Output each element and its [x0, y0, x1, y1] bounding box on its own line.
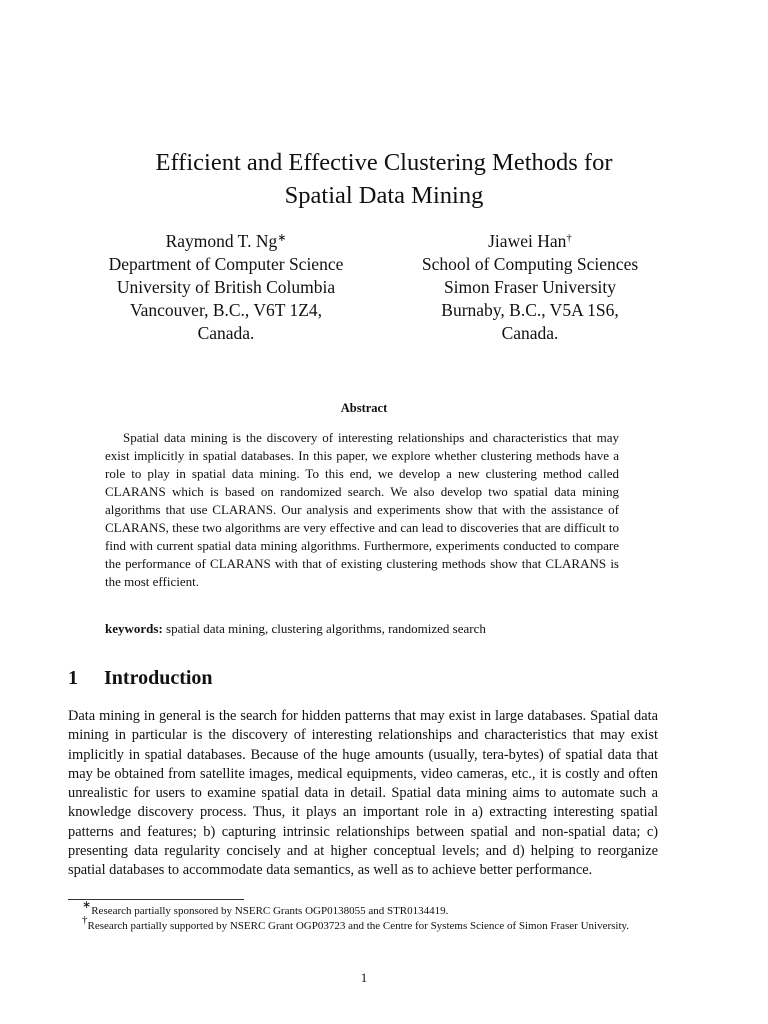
author-affiliation-line: University of British Columbia: [116, 277, 336, 297]
author-affiliation-line: Simon Fraser University: [443, 277, 617, 297]
author-affiliation-line: School of Computing Sciences: [421, 254, 639, 274]
footnote-2: [68, 914, 658, 934]
footnotes: [68, 899, 658, 934]
abstract-paragraph: Spatial data mining is the discovery of interesting relationships and characteristics that may exist implicitly in spatial databases. In this paper, we explore whether clustering methods have a role to play in spatial data mining. To this end, we develop a new clustering method called CLARANS which is based on randomized search. We also develop two spatial data mining algorithms that use CLARANS. Our analysis and experiments show that with the assistance of CLARANS, these two algorithms are very effective and can lead to discoveries that are difficult to find with current spatial data mining algorithms. Furthermore, experiments conducted to compare the performance of CLARANS with that of existing clustering methods show that CLARANS is the most efficient.: [105, 430, 619, 589]
author-name: Raymond T. Ng: [165, 231, 278, 251]
body-paragraph: Data mining in general is the search for hidden patterns that may exist in large databases. Spatial data mining in particular is the discovery of interesting relationships and characteristics that may exist implicitly in spatial databases. Because of the huge amounts (usually, tera-bytes) of spatial data that may be obtained from satellite images, medical equipments, video cameras, etc., it is costly and often unrealistic for users to examine spatial data in detail. Spatial data mining aims to automate such a knowledge discovery process. Thus, it plays an important role in a) extracting interesting spatial patterns and features; b) capturing intrinsic relationships between spatial and non-spatial data; c) presenting data regularity concisely and at higher conceptual levels; and d) helping to reorganize spatial databases to accommodate data semantics, as well as to achieve better performance.: [68, 708, 658, 879]
author-name: Jiawei Han: [488, 231, 567, 251]
author-name-line: [380, 230, 680, 253]
footnote-1: [68, 899, 658, 919]
keywords-text: spatial data mining, clustering algorithms, randomized search: [166, 621, 486, 636]
footnote-mark: †: [82, 914, 88, 926]
keywords-line: [105, 620, 619, 638]
title-line-1: Efficient and Effective Clustering Methods for: [155, 149, 613, 176]
author-affiliation-line: Burnaby, B.C., V5A 1S6,: [441, 300, 619, 320]
author-footnote-mark: ∗: [277, 232, 287, 244]
footnote-rule: [68, 899, 244, 900]
abstract-body: [105, 429, 619, 591]
author-affiliation-line: Canada.: [197, 323, 255, 343]
footnote-mark: ∗: [82, 899, 92, 911]
author-affiliation-line: Department of Computer Science: [108, 254, 344, 274]
section-title: Introduction: [104, 667, 213, 689]
footnote-text: Research partially sponsored by NSERC Grants OGP0138055 and STR0134419.: [91, 905, 449, 917]
footnote-text: Research partially supported by NSERC Grant OGP03723 and the Centre for Systems Science of Simon Fraser University.: [87, 920, 630, 932]
abstract-heading: Abstract: [340, 401, 388, 415]
section-number: 1: [68, 667, 78, 689]
author-affiliation-line: Canada.: [501, 323, 559, 343]
title-line-2: Spatial Data Mining: [284, 182, 484, 209]
section-body: [68, 707, 658, 881]
paper-title: [0, 146, 768, 212]
author-block-2: [380, 230, 680, 345]
author-name-line: [86, 230, 366, 253]
author-footnote-mark: †: [566, 232, 572, 244]
section-heading: [68, 665, 213, 691]
keywords-label: keywords:: [105, 621, 163, 636]
page-number: 1: [360, 970, 368, 985]
author-affiliation-line: Vancouver, B.C., V6T 1Z4,: [129, 300, 323, 320]
author-block-1: [86, 230, 366, 345]
